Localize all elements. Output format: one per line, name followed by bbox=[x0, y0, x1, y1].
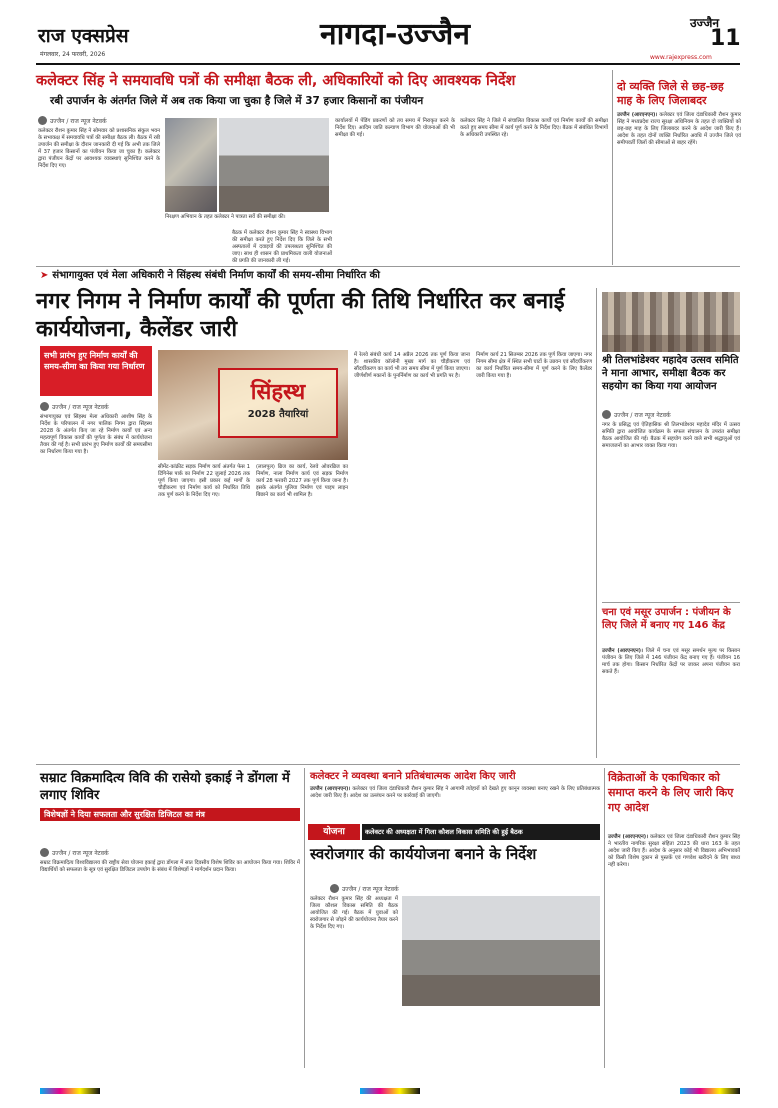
brand-logo: राज एक्सप्रेस bbox=[38, 25, 129, 47]
bm-byline-2 bbox=[330, 884, 399, 893]
br-divider bbox=[604, 768, 605, 1068]
event-byline bbox=[602, 410, 671, 419]
banner-byline bbox=[40, 402, 109, 411]
centers-top-rule bbox=[602, 602, 740, 603]
centers-headline: चना एवं मसूर उपार्जन : पंजीयन के लिए जिले में बनाए गए 146 केंद्र bbox=[602, 607, 731, 631]
registration-mark bbox=[40, 1088, 100, 1094]
event-byline-text: उज्जैन / राज न्यूज नेटवर्क bbox=[614, 411, 671, 419]
reporter-icon bbox=[38, 116, 47, 125]
bm-body-text: कलेक्टर एवं जिला दंडाधिकारी रौशन कुमार सिंह ने आगामी त्योहारों को देखते हुए कानून व्यवस्था बनाए रखने के लिए प्रतिबंधात्मक आदेश जारी किए हैं। आदेश का उल्लंघन करने पर कार्रवाई की जाएगी। bbox=[310, 786, 600, 799]
lead-subhead: रबी उपार्जन के अंतर्गत जिले में अब तक किया जा चुका है जिले में 37 हजार किसानों का पंजीयन bbox=[50, 95, 424, 107]
centers-byline: उज्जैन (आरएनएन)। bbox=[602, 648, 643, 654]
banner-col-2: सीमेंट-कांक्रीट सड़क निर्माण कार्य अंतर्गत फेस 1 टिंगिनेस पार्क का निर्माण 22 जुलाई 2026 तक पूर्ण किया जाएगा। इसी प्रकार कई मार्गों के चौड़ीकरण एवं निर्माण कार्य को निर्धारित तिथि तक पूर्ण करने के निर्देश दिए गए। bbox=[158, 464, 250, 498]
banner-top-rule bbox=[36, 266, 740, 267]
bm-body-2: कलेक्टर रौशन कुमार सिंह की अध्यक्षता में जिला कौशल विकास समिति की बैठक आयोजित की गई। बैठक में युवाओं को स्वरोजगार से जोड़ने की कार्ययोजना तैयार करने के निर्देश दिए गए। bbox=[310, 896, 398, 930]
website-url[interactable]: www.rajexpress.com bbox=[650, 54, 712, 61]
banner-kicker bbox=[40, 269, 740, 283]
sidebar-event-divider bbox=[596, 288, 597, 758]
yojana-tag: योजना bbox=[308, 824, 360, 840]
banner-box-text: सभी प्रारंभ हुए निर्माण कार्यों की समय-सीमा का किया गया निर्धारण bbox=[44, 351, 145, 371]
bm-body bbox=[310, 786, 600, 820]
banner-col-4: में रेलवे संबंधी कार्य 14 अप्रैल 2026 तक पूर्ण किया जाना है। शासकीय कॉलोनी मुख्य मार्ग का चौड़ीकरण एवं सौंदर्यीकरण का कार्य भी तय समय सीमा में पूर्ण किया जाएगा। जीर्णशीर्ण मकानों के पुनर्निर्माण का कार्य भी प्रगति पर है। bbox=[354, 352, 470, 379]
br-headline: विक्रेताओं के एकाधिकार को समाप्त करने के लिए जारी किए गए आदेश bbox=[608, 771, 734, 814]
registration-mark bbox=[360, 1088, 420, 1094]
centers-body bbox=[602, 648, 740, 758]
city-label: उज्जैन bbox=[690, 16, 720, 30]
banner-headline: नगर निगम ने निर्माण कार्यों की पूर्णता की तिथि निर्धारित कर बनाई कार्ययोजना, कैलेंडर जारी bbox=[36, 289, 565, 342]
lead-photo-2 bbox=[219, 118, 329, 212]
bm-photo bbox=[402, 896, 600, 1006]
reporter-icon bbox=[40, 848, 49, 857]
sidebar-top-byline: उज्जैन (आरएनएन)। bbox=[617, 112, 658, 118]
sidebar-top-body-text: कलेक्टर एवं जिला दंडाधिकारी रौशन कुमार सिंह ने मध्यप्रदेश राज्य सुरक्षा अधिनियम के तहत दो व्यक्तियों को छह-छह माह के लिए जिलाबदर करने के आदेश जारी किए हैं। आदेश के तहत दोनों व्यक्ति निर्धारित अवधि में उज्जैन जिले एवं समीपवर्ती जिलों की सीमाओं से बाहर रहेंगे। bbox=[617, 112, 741, 146]
lead-byline bbox=[38, 116, 107, 125]
bm-byline: उज्जैन (आरएनएन)। bbox=[310, 786, 351, 792]
banner-byline-text: उज्जैन / राज न्यूज नेटवर्क bbox=[52, 403, 109, 411]
simhastha-photo bbox=[158, 350, 348, 460]
event-body: नगर के प्रसिद्ध एवं ऐतिहासिक श्री तिलभांडेश्वर महादेव मंदिर में उत्सव समिति द्वारा आयोजित कार्यक्रम के सफल संचालन के उपरांत समीक्षा बैठक आयोजित की गई। बैठक में सहयोग करने वाले सभी श्रद्धालुओं एवं समाजजनों का आभार व्यक्त किया गया। bbox=[602, 422, 740, 449]
kicker-arrow-icon: ➤ bbox=[40, 270, 49, 281]
br-body bbox=[608, 834, 740, 1060]
simhastha-logo-year: 2028 तैयारियां bbox=[247, 409, 309, 420]
centers-body-text: जिले में चना एवं मसूर समर्थन मूल्य पर किसान पंजीयन के लिए जिले में 146 पंजीयन केंद्र बनाए गए हैं। पंजीयन 16 मार्च तक होगा। किसान निर्धारित केंद्रों पर जाकर अपना पंजीयन करा सकते हैं। bbox=[602, 648, 740, 675]
lead-caption: निरक्षण अभियान के तहत कलेक्टर ने पात्रता सर्वे की समीक्षा की। bbox=[165, 214, 286, 220]
lead-photo-1 bbox=[165, 118, 217, 212]
registration-strip bbox=[40, 1088, 740, 1096]
masthead-divider bbox=[36, 63, 740, 65]
lead-byline-text: उज्जैन / राज न्यूज नेटवर्क bbox=[50, 117, 107, 125]
lead-body-3: कार्यालयों में पेंडिंग प्रकरणों को तय समय में निराकृत करने के निर्देश दिए। आदिम जाति कल्याण विभाग की योजनाओं की भी समीक्षा की गई। bbox=[335, 118, 455, 138]
br-byline: उज्जैन (आरएनएन)। bbox=[608, 834, 649, 840]
masthead bbox=[0, 0, 778, 66]
reporter-icon bbox=[330, 884, 339, 893]
lead-headline: कलेक्टर सिंह ने समयावधि पत्रों की समीक्षा बैठक ली, अधिकारियों को दिए आवश्यक निर्देश bbox=[36, 73, 516, 89]
bl-subhead: विशेषज्ञों ने दिया सफलता और सुरक्षित डिजिटल का मंत्र bbox=[40, 808, 300, 821]
lead-body-2: बैठक में कलेक्टर रौशन कुमार सिंह ने स्वास्थ्य विभाग की समीक्षा करते हुए निर्देश दिए कि जिले के सभी अस्पतालों में दवाइयों की उपलब्धता सुनिश्चित की जाए। साथ ही शासन की प्राथमिकता वाली योजनाओं की प्रगति की जानकारी ली गई। bbox=[232, 230, 332, 264]
reporter-icon bbox=[40, 402, 49, 411]
bm-headline-2: स्वरोजगार की कार्ययोजना बनाने के निर्देश bbox=[310, 845, 537, 863]
bm-byline-2-text: उज्जैन / राज न्यूज नेटवर्क bbox=[342, 885, 399, 893]
banner-box bbox=[40, 346, 152, 396]
simhastha-logo-title: सिंहस्थ bbox=[250, 380, 306, 405]
banner-col-1: संभागायुक्त एवं सिंहस्थ मेला अधिकारी आशीष सिंह के निर्देश के परिपालन में नगर पालिक निगम द्वारा सिंहस्थ 2028 के अंतर्गत किए जा रहे निर्माण कार्यों एवं अन्य महत्वपूर्ण विकास कार्यों की पूर्णता के संबंध में कार्ययोजना तैयार की गई है। सभी प्रारंभ हुए निर्माण कार्यों की समयसीमा का निर्धारण किया गया है। bbox=[40, 414, 152, 455]
bl-headline: सम्राट विक्रमादित्य विवि की रासेयो इकाई ने डोंगला में लगाए शिविर bbox=[40, 771, 290, 803]
sidebar-top-body bbox=[617, 112, 741, 262]
yojana-kicker-bar: कलेक्टर की अध्यक्षता में गिला कौशल विकास समिति की हुई बैठक bbox=[362, 824, 600, 840]
bm-headline: कलेक्टर ने व्यवस्था बनाने प्रतिबंधात्मक आदेश किए जारी bbox=[310, 771, 516, 782]
simhastha-logo bbox=[218, 368, 338, 438]
bottom-top-rule bbox=[36, 764, 740, 765]
event-photo bbox=[602, 292, 740, 352]
banner-col-5: निर्माण कार्य 21 सितम्बर 2026 तक पूर्ण किया जाएगा। नगर निगम सीमा क्षेत्र में स्थित सभी घाटों के उन्नयन एवं सौंदर्यीकरण का कार्य निर्धारित समय-सीमा में पूर्ण करने के लिए कैलेंडर जारी किया गया है। bbox=[476, 352, 592, 379]
lead-body-4: कलेक्टर सिंह ने जिले में संचालित विकास कार्यों एवं निर्माण कार्यों की समीक्षा करते हुए समय सीमा में कार्य पूर्ण करने के निर्देश दिए। बैठक में संबंधित विभागों के अधिकारी उपस्थित रहे। bbox=[460, 118, 608, 138]
banner-col-3: (लालपुल) ब्रिज का कार्य, रेलवे ओवरब्रिज का निर्माण, नाला निर्माण कार्य एवं सड़क निर्माण कार्य 28 फरवरी 2027 तक पूर्ण किया जाना है। इसके अंतर्गत पुलिया निर्माण एवं पाइप लाइन बिछाने का कार्य भी शामिल है। bbox=[256, 464, 348, 498]
banner-kicker-text: संभागायुक्त एवं मेला अधिकारी ने सिंहस्थ संबंधी निर्माण कार्यों की समय-सीमा निर्धारित की bbox=[52, 270, 380, 281]
edition-title: नागदा-उज्जैन bbox=[320, 17, 470, 52]
page-number: 11 bbox=[710, 26, 741, 51]
bl-body: सम्राट विक्रमादित्य विश्वविद्यालय की राष्ट्रीय सेवा योजना इकाई द्वारा डोंगला में सात दिवसीय विशेष शिविर का आयोजन किया गया। शिविर में विद्यार्थियों को सफलता के सूत्र एवं सुरक्षित डिजिटल उपयोग के संबंध में विशेषज्ञों ने मार्गदर्शन प्रदान किया। bbox=[40, 860, 300, 873]
issue-date: मंगलवार, 24 फरवरी, 2026 bbox=[40, 51, 106, 58]
lead-body-1: कलेक्टर रौशन कुमार सिंह ने सोमवार को प्रशासनिक संकुल भवन के सभाकक्ष में समयावधि पत्रों की समीक्षा बैठक ली। बैठक में रबी उपार्जन की समीक्षा के दौरान जानकारी दी गई कि अभी तक जिले में 37 हजार किसानों का पंजीयन किया जा चुका है। कलेक्टर द्वारा पंजीयन केंद्रों पर आवश्यक व्यवस्थाएं सुनिश्चित करने के निर्देश दिए गए। bbox=[38, 128, 160, 169]
event-headline: श्री तिलभांडेश्वर महादेव उत्सव समिति ने माना आभार, समीक्षा बैठक कर सहयोग का किया गया आयोजन bbox=[602, 355, 739, 392]
br-body-text: कलेक्टर एवं जिला दंडाधिकारी रौशन कुमार सिंह ने भारतीय नागरिक सुरक्षा संहिता 2023 की धारा 163 के तहत आदेश जारी किए हैं। आदेश के अनुसार कोई भी विद्यालय अभिभावकों को किसी विशेष दुकान से पुस्तकें एवं गणवेश खरीदने के लिए बाध्य नहीं करेगा। bbox=[608, 834, 740, 868]
registration-mark bbox=[680, 1088, 740, 1094]
bm-divider bbox=[304, 768, 305, 1068]
bl-byline-text: उज्जैन / राज न्यूज नेटवर्क bbox=[52, 849, 109, 857]
sidebar-top-headline: दो व्यक्ति जिले से छह-छह माह के लिए जिलाबदर bbox=[617, 80, 724, 107]
reporter-icon bbox=[602, 410, 611, 419]
sidebar-divider bbox=[612, 70, 613, 265]
bl-byline bbox=[40, 848, 109, 857]
